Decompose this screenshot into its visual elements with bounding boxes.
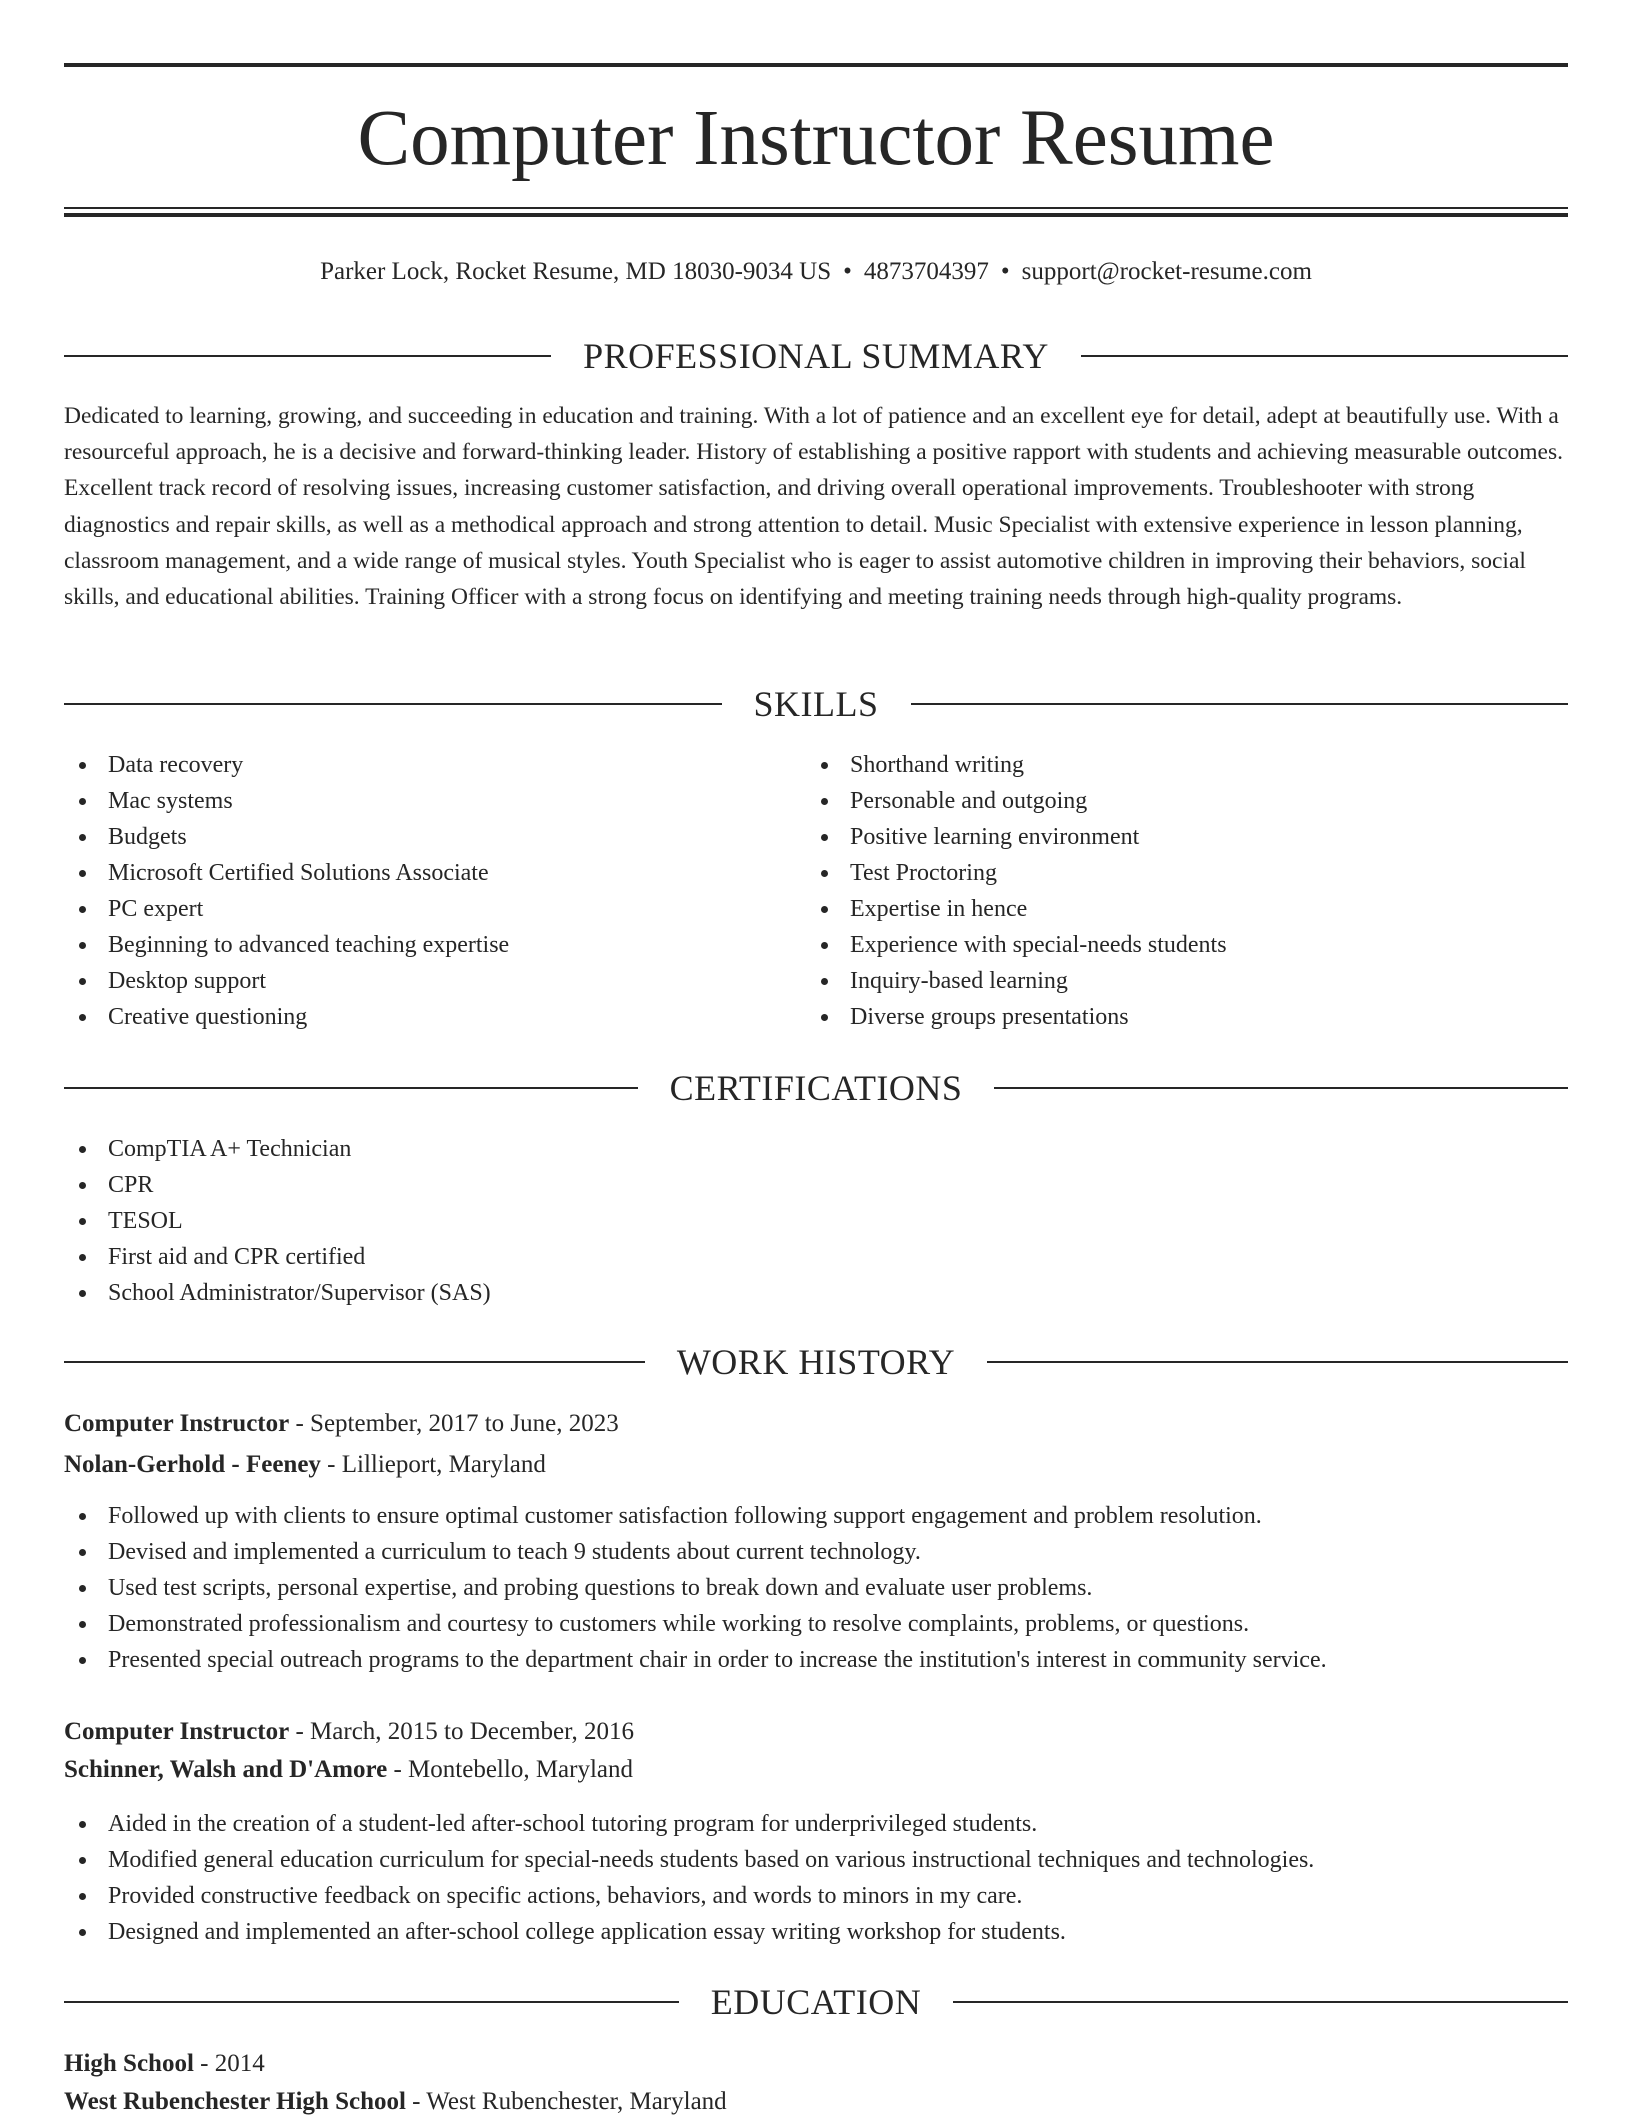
contact-phone: 4873704397 (863, 258, 989, 285)
certification-item: CompTIA A+ Technician (64, 1131, 1064, 1167)
divider-line (64, 2001, 679, 2003)
skill-item: Diverse groups presentations (806, 999, 1566, 1035)
skill-item: Beginning to advanced teaching expertise (64, 927, 764, 963)
job-title: Computer Instructor (64, 1410, 290, 1437)
education-location: - West Rubenchester, Maryland (405, 2088, 727, 2115)
skills-section-header (64, 682, 1568, 726)
skill-item: Positive learning environment (806, 819, 1566, 855)
skill-item: Experience with special-needs students (806, 927, 1566, 963)
skill-item: Inquiry-based learning (806, 963, 1566, 999)
job-title: Computer Instructor (64, 1718, 290, 1745)
education-heading: EDUCATION (710, 1982, 922, 2022)
skills-heading: SKILLS (753, 684, 879, 724)
divider-line (64, 355, 551, 357)
certification-item: TESOL (64, 1203, 1064, 1239)
job-location: - Lillieport, Maryland (320, 1451, 546, 1478)
job-duties-list (64, 1498, 1564, 1678)
job-company-line (64, 1447, 1568, 1483)
contact-separator: • (843, 258, 852, 285)
summary-text: Dedicated to learning, growing, and succeeding in education and training. With a lot of patience and an excellent eye for detail, adept at beautifully use. With a resourceful approach, he is a decisive and forward-thinking leader. History of establishing a positive rapport with students and achieving measurable outcomes. Excellent track record of resolving issues, increasing customer satisfaction, and driving overall operational improvements. Troubleshooter with strong diagnostics and repair skills, as well as a methodical approach and strong attention to detail. Music Specialist with extensive experience in lesson planning, classroom management, and a wide range of musical styles. Youth Specialist who is eager to assist automotive children in improving their behaviors, social skills, and educational abilities. Training Officer with a strong focus on identifying and meeting training needs through high-quality programs. (64, 403, 1563, 611)
job-company: Schinner, Walsh and D'Amore (64, 1756, 388, 1783)
job-duty-item: Aided in the creation of a student-led after-school tutoring program for underprivileged students. (64, 1806, 1564, 1842)
education-degree: High School (64, 2050, 194, 2077)
divider-line (994, 1087, 1568, 1089)
summary-section-header (64, 334, 1568, 378)
skill-item: Data recovery (64, 747, 764, 783)
skill-item: Shorthand writing (806, 747, 1566, 783)
divider-line (911, 703, 1569, 705)
job-duties-list (64, 1806, 1564, 1950)
skill-item: Mac systems (64, 783, 764, 819)
skill-item: Creative questioning (64, 999, 764, 1035)
job-duty-item: Designed and implemented an after-school college application essay writing workshop for students. (64, 1914, 1564, 1950)
education-year: - 2014 (193, 2050, 265, 2077)
contact-address: Parker Lock, Rocket Resume, MD 18030-9034 US (320, 258, 832, 285)
skill-item: Budgets (64, 819, 764, 855)
certification-item: School Administrator/Supervisor (SAS) (64, 1275, 1064, 1311)
certification-item: CPR (64, 1167, 1064, 1203)
divider-line (1081, 355, 1568, 357)
divider-line (64, 1087, 638, 1089)
resume-title: Computer Instructor Resume (357, 95, 1275, 182)
education-degree-line (64, 2046, 1568, 2082)
contact-line (64, 252, 1568, 292)
job-duty-item: Modified general education curriculum for special-needs students based on various instructional techniques and technologies. (64, 1842, 1564, 1878)
job-duty-item: Followed up with clients to ensure optimal customer satisfaction following support engagement and problem resolution. (64, 1498, 1564, 1534)
work-history-section-header (64, 1340, 1568, 1384)
contact-separator: • (1000, 258, 1010, 285)
divider-line (953, 2001, 1568, 2003)
skill-item: Microsoft Certified Solutions Associate (64, 855, 764, 891)
job-duty-item: Devised and implemented a curriculum to teach 9 students about current technology. (64, 1534, 1564, 1570)
certifications-list (64, 1131, 1064, 1311)
skills-list-left (64, 747, 764, 1035)
education-school: West Rubenchester High School (64, 2088, 406, 2115)
certifications-heading: CERTIFICATIONS (669, 1068, 963, 1108)
skill-item: Desktop support (64, 963, 764, 999)
contact-email: support@rocket-resume.com (1021, 258, 1312, 285)
skill-item: Expertise in hence (806, 891, 1566, 927)
certification-item: First aid and CPR certified (64, 1239, 1064, 1275)
job-company: Nolan-Gerhold - Feeney (64, 1451, 321, 1478)
job-duty-item: Demonstrated professionalism and courtesy to customers while working to resolve complaints, problems, or questions. (64, 1606, 1564, 1642)
job-dates: - March, 2015 to December, 2016 (289, 1718, 634, 1745)
title-double-rule (64, 207, 1568, 217)
job-company-line (64, 1752, 1568, 1788)
skill-item: Test Proctoring (806, 855, 1566, 891)
job-duty-item: Provided constructive feedback on specific actions, behaviors, and words to minors in my care. (64, 1878, 1564, 1914)
top-rule (64, 63, 1568, 67)
job-title-line (64, 1714, 1568, 1750)
certifications-section-header (64, 1066, 1568, 1110)
job-duty-item: Used test scripts, personal expertise, and probing questions to break down and evaluate user problems. (64, 1570, 1564, 1606)
divider-line (987, 1361, 1568, 1363)
job-location: - Montebello, Maryland (387, 1756, 634, 1783)
summary-heading: PROFESSIONAL SUMMARY (583, 336, 1049, 376)
education-school-line (64, 2084, 1568, 2120)
education-section-header (64, 1980, 1568, 2024)
job-duty-item: Presented special outreach programs to the department chair in order to increase the institution's interest in community service. (64, 1642, 1564, 1678)
skill-item: PC expert (64, 891, 764, 927)
job-title-line (64, 1406, 1568, 1442)
work-history-heading: WORK HISTORY (676, 1342, 956, 1382)
divider-line (64, 703, 722, 705)
job-dates: - September, 2017 to June, 2023 (289, 1410, 619, 1437)
skills-list-right (806, 747, 1566, 1035)
skill-item: Personable and outgoing (806, 783, 1566, 819)
divider-line (64, 1361, 645, 1363)
